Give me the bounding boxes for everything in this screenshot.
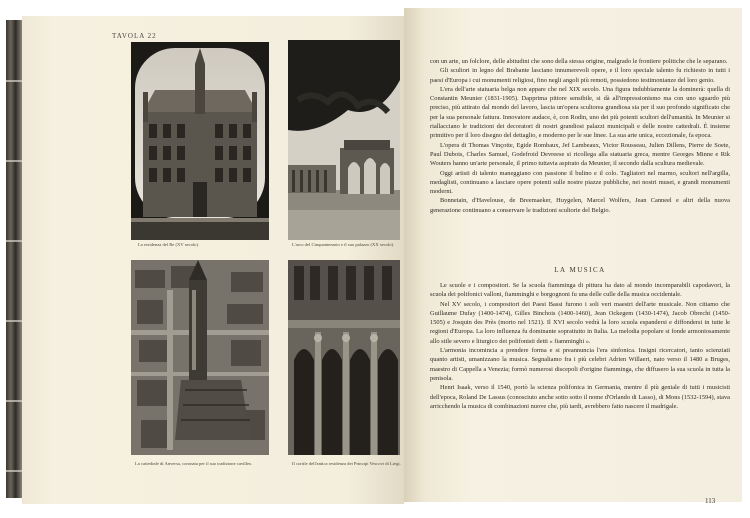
book-edge <box>6 20 22 498</box>
paragraph: con un arte, un folclore, delle abitudini che sono della stessa origine, malgrado le frontiere politiche che le separano. <box>430 58 728 65</box>
photo-town-house <box>131 42 269 240</box>
section-heading: LA MUSICA <box>554 266 606 274</box>
paragraph: Henri Isaak, verso il 1540, portò la scienza polifonica in Germania, mentre il più geniale di tutti i musicisti dell'epoca, Roland De Lassus (conosciuto anche sotto sotto il nome d'Orlando di Lasso), di Mons (1532-1594), stava arricchendo la musica di combinazioni nuove che, più tardi, avrebbero fatto nascere il madrigale. <box>430 384 730 410</box>
paragraph: Oggi artisti di talento maneggiano con passione il bulino e il colo. Tagliatori nel marmo, scultori nell'argilla, medaglisti, continuano a lasciare opere potenti sulle nostre piazze pubbliche, nei nostri musei, e grandi monumenti moderni. <box>430 169 730 196</box>
paragraph: Gli scultori in legno del Brabante lasciano innumerevoli opere, e il loro speciale talento fu richiesto in tutti i paesi d'Europa i cui monumenti religiosi, fino negli angoli più remoti, possiedono testimonianze del loro genio. <box>430 67 730 84</box>
paragraph: Bonnetain, d'Havelouse, de Breemaeker, Huygelen, Marcel Wolfers, Jean Canneel e altri della nuova generazione continuano a conservare le tradizioni scultorie del Belgio. <box>430 197 730 214</box>
caption-cathedral: La cattedrale di Anversa, coronata per il suo tradizione cavilleo. <box>135 461 253 466</box>
body-text-music <box>430 281 730 411</box>
body-text-sculpture <box>430 57 730 215</box>
photo-arcade <box>288 40 400 240</box>
paragraph: L'armonia incomincia a prendere forma e si preannuncia l'era sinfonica. Insigni ricercatori, tanto scienziati quanto artisti, umanizzano la musica. Segnaliamo fra i più celebri Adrien Willaert, nato verso il 1480 a Bruges, maestro di Cappella a Venezia; formò numerosi discepoli d'origine fiamminga, che diffusero la sua scuola in tutta la penisola. <box>430 347 730 382</box>
paragraph: L'era dell'arte statuaria belga non appare che nel XIX secolo. Una figura indubbiamente la dominerà: quella di Constantin Meunier (1831-1905). Dapprima pittore sensibile, si dà all'impressionismo ma con uno sguardo più preciso, più attirato dal mondo del lavoro, lascia un'opera scultorea grandiosa sia per il suo profondo significato che per la sua personale fattura. Innovatore audace, è, con Rodin, uno dei più potenti scultori dell'umanità. In Meunier si riallacciano le tradizioni dei decoratori di nostri grandiosi palazzi municipali e delle nostre cattedrali. È insieme primitivo per il loro disegno del dettaglio, e moderno per le sue linee. La sua arte unica, eccezionale, fa epoca. <box>430 85 730 140</box>
photo-cathedral-aerial <box>131 260 269 455</box>
photo-ornate-facade <box>288 260 400 455</box>
paragraph: Le scuole e i compositori. Se la scuola fiamminga di pittura ha dato al mondo incomparabili capodavori, la scuola dei polifonici valloni, fiamminghi e borgognoni fu una delle culle della musica occidentale. <box>430 282 730 299</box>
plate-label: TAVOLA 22 <box>112 32 157 40</box>
paragraph: L'opera di Thomas Vinçotte, Egide Rombaux, Jef Lambeaux, Victor Rousseau, Julien Dillens, Pierre de Soete, Paul Dubois, Charles Samuel, Godefroid Devreese si ricollega alla statuaria greca, mentre Georges Minne e Rik Wouters hanno un'arte personale, il primo tuttavia aspirato da Meunier, il secondo dalla scultura medievale. <box>430 141 730 168</box>
caption-town-house: La residenza del Re (XV secolo). <box>138 242 200 247</box>
caption-arcade: L'arco del Cinquantenario e il suo palazzo (XX secolo). <box>292 242 395 247</box>
page-number: 113 <box>705 497 716 505</box>
caption-facade: Il cortile dell'antica residenza dei Principi Vescovi di Liegi. <box>292 461 401 466</box>
paragraph: Nel XV secolo, i compositori dei Paesi Bassi furono i soli veri maestri dell'arte musicale. Non citiamo che Guillaume Dufay (1400-1474), Gilles Binchois (1400-1460), Jean Ockegem (1430-1474), Jacob Obrecht (1450-1505) e Josquin des Près (morto nel 1521). Il XVI secolo vedrà la loro scuola espandersi e diffondersi in tutte le regioni d'Europa. La loro influenza fu dominante soprattutto in Italia. La melodia popolare si fonde armoniosamente allo stile severo e liturgico dei polifonisti detti « fiamminghi ». <box>430 300 730 345</box>
